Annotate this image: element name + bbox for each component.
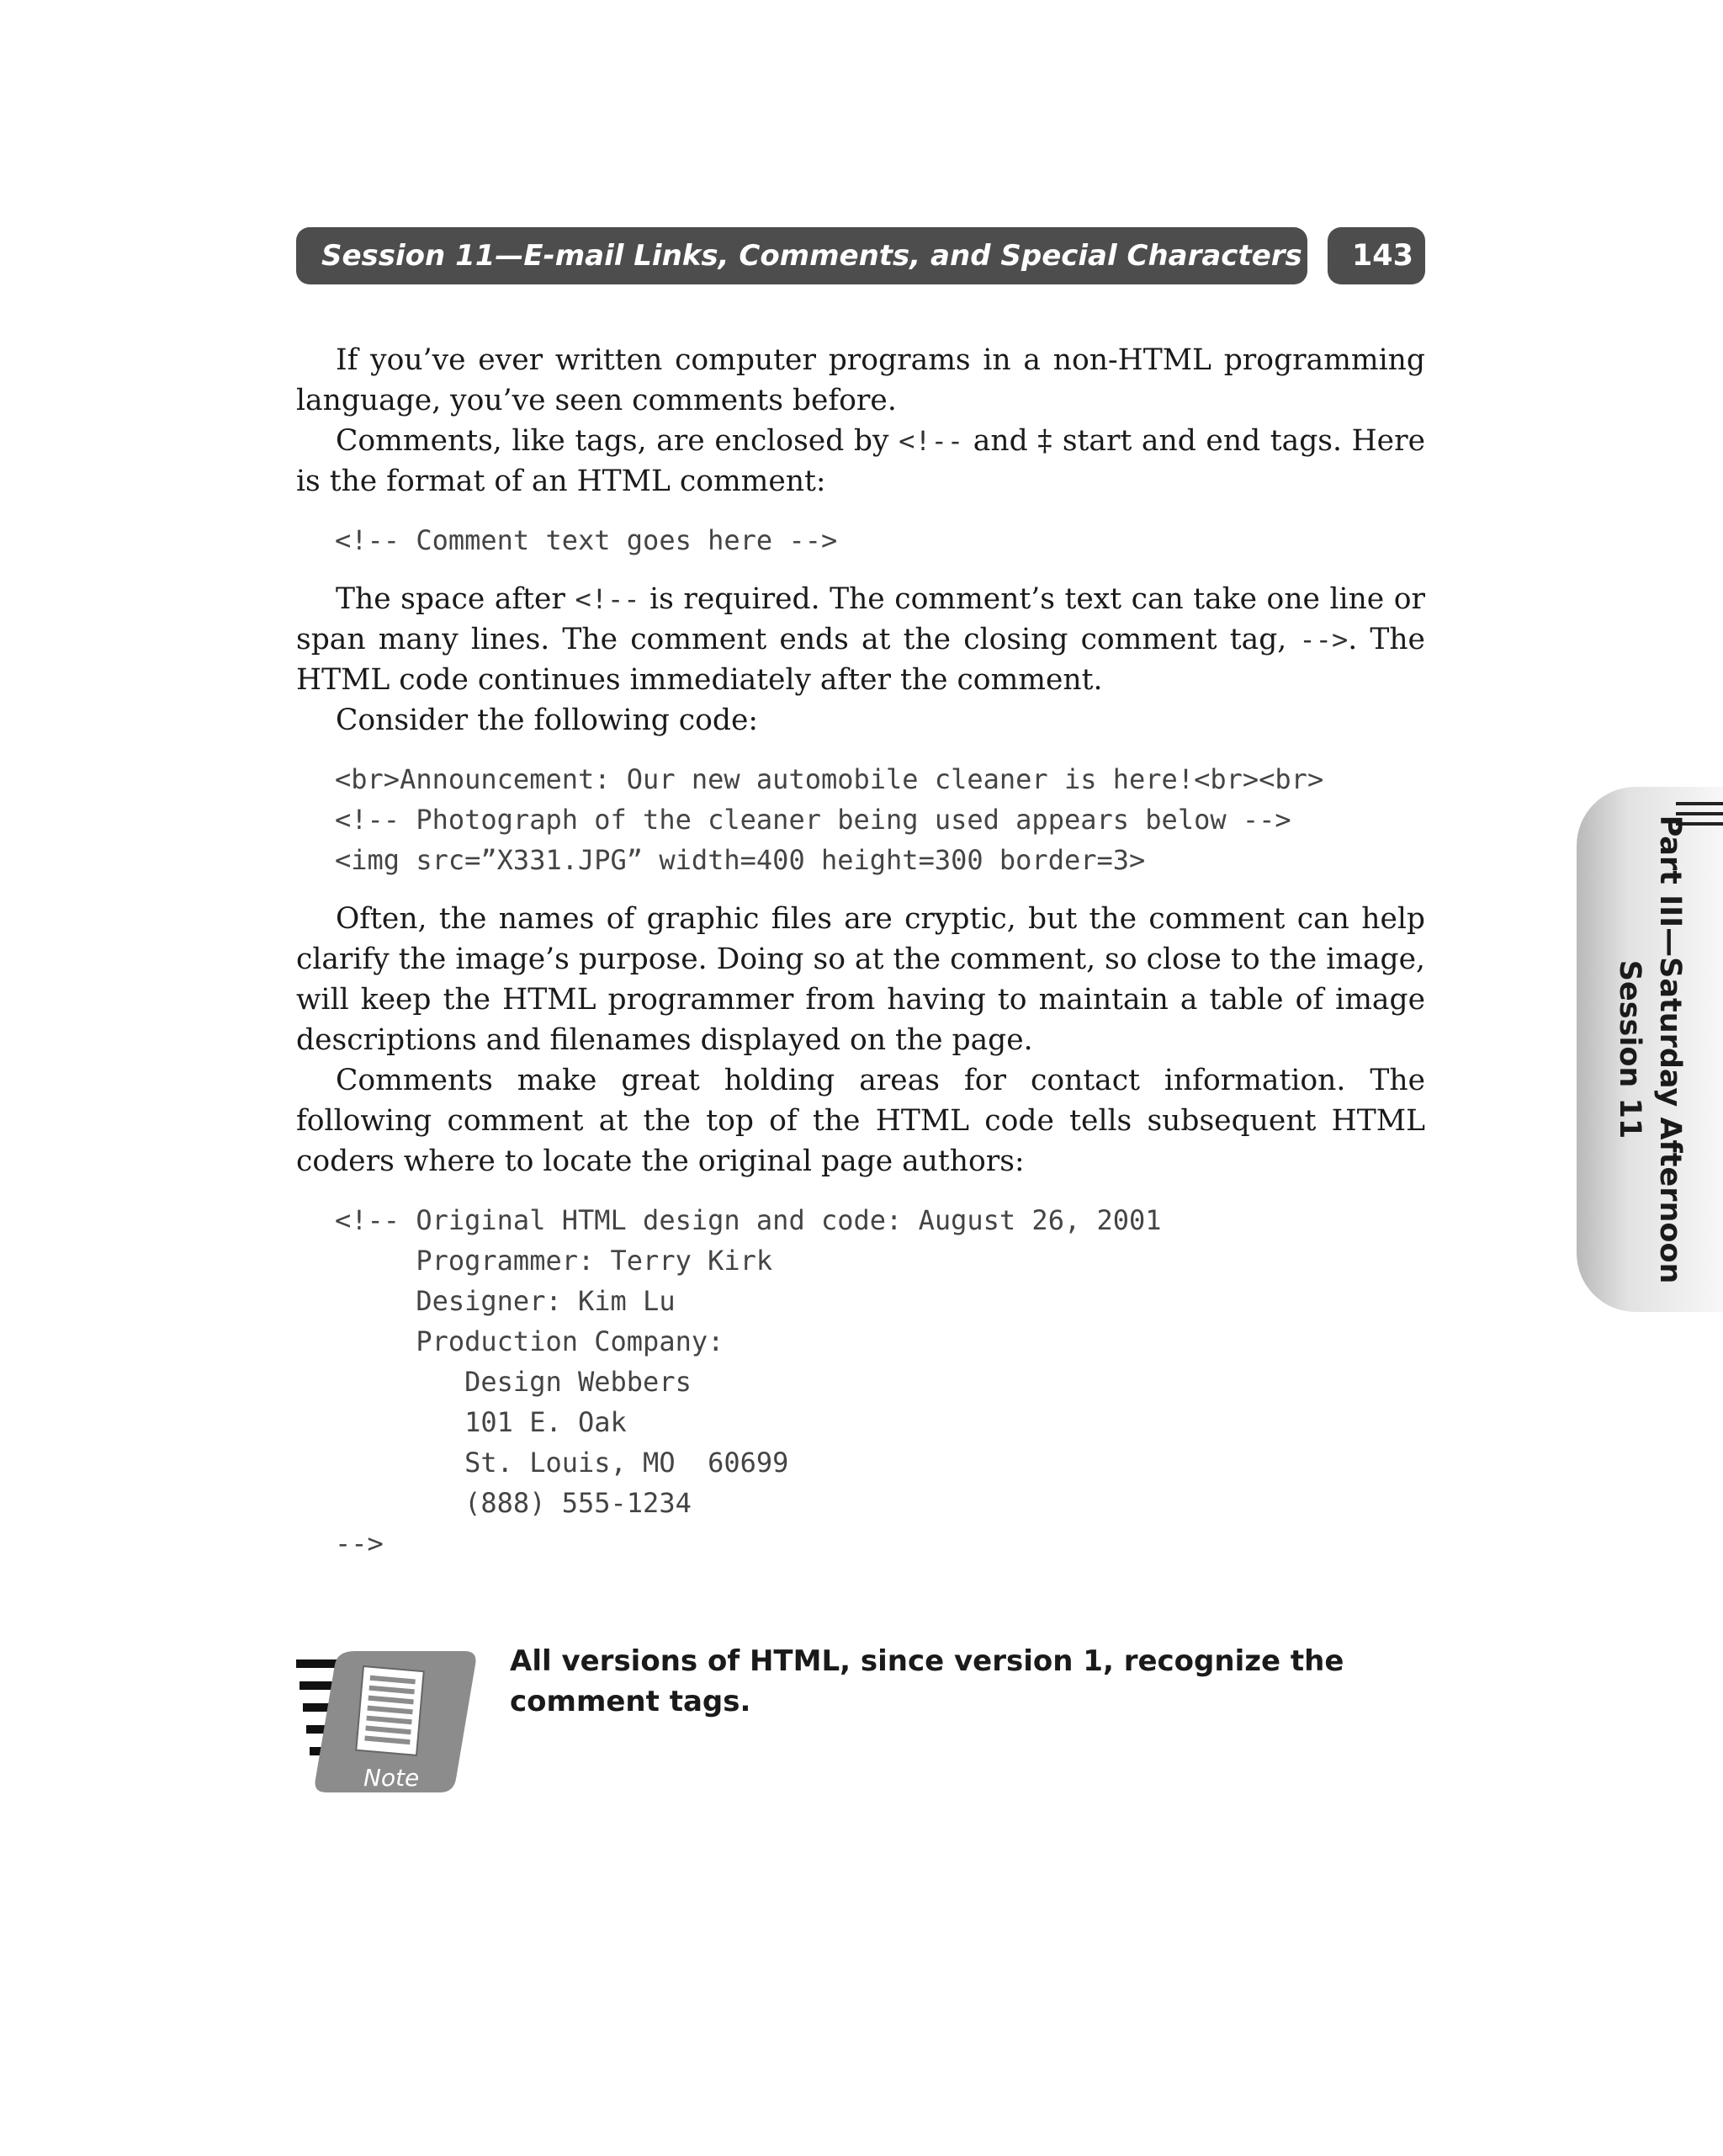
code-line: (888) 555-1234 [335, 1487, 692, 1519]
body-text [296, 340, 1425, 1582]
code-line: Production Company: [335, 1325, 724, 1357]
part-thumb-tab [1577, 787, 1723, 1312]
code-block [335, 759, 1425, 880]
code-line: 101 E. Oak [335, 1406, 627, 1438]
text-run: Comments, like tags, are enclosed by [336, 424, 899, 458]
note-icon [296, 1651, 481, 1794]
part-tab-line1: Part III—Saturday Afternoon [1653, 815, 1687, 1284]
page-number: 143 [1328, 227, 1425, 284]
code-line: <br>Announcement: Our new automobile cleaner is here!<br><br> [335, 763, 1324, 795]
running-header [296, 227, 1307, 284]
inline-code: <!-- [575, 583, 640, 615]
code-line: Programmer: Terry Kirk [335, 1245, 773, 1277]
code-line: <!-- Comment text goes here --> [335, 524, 838, 556]
paragraph: Comments make great holding areas for contact information. The following comment at the top of the HTML code tells subsequent HTML coders where to locate the original page authors: [296, 1064, 1425, 1178]
code-block [335, 520, 1425, 560]
text-run: is required. The comment’s text can take one line or span many lines. The comment ends at the closing comment tag, [296, 582, 1425, 656]
note-icon-label: Note [363, 1764, 420, 1792]
code-line: Designer: Kim Lu [335, 1285, 676, 1317]
code-line: --> [335, 1527, 384, 1559]
running-header-title: Session 11—E-mail Links, Comments, and Special Characters [321, 239, 1302, 273]
text-run: . The HTML code continues immediately after the comment. [296, 623, 1425, 697]
paragraph: If you’ve ever written computer programs in a non-HTML programming language, you’ve seen comments before. [296, 343, 1425, 417]
code-line: <!-- Original HTML design and code: August 26, 2001 [335, 1204, 1162, 1236]
code-line: <!-- Photograph of the cleaner being used appears below --> [335, 804, 1291, 836]
text-run: and ‡ start and end tags. Here is the format of an HTML comment: [296, 424, 1425, 498]
part-tab-label [1609, 814, 1690, 1285]
inline-code: --> [1299, 624, 1349, 656]
paragraph: Often, the names of graphic files are cryptic, but the comment can help clarify the image’s purpose. Doing so at the comment, so close to the image, will keep the HTML programmer from having to maintain a table of image descriptions and filenames displayed on the page. [296, 902, 1425, 1057]
code-block [335, 1200, 1425, 1564]
inline-code: <!-- [899, 425, 964, 457]
part-tab-line2: Session 11 [1613, 959, 1646, 1139]
text-run: The space after [336, 582, 575, 616]
paragraph: Consider the following code: [336, 704, 758, 737]
code-line: Design Webbers [335, 1366, 692, 1398]
code-line: St. Louis, MO 60699 [335, 1447, 789, 1479]
paragraph [296, 579, 1425, 700]
code-line: <img src=”X331.JPG” width=400 height=300 border=3> [335, 844, 1146, 876]
note-text: All versions of HTML, since version 1, recognize the comment tags. [510, 1644, 1344, 1718]
paragraph [296, 421, 1425, 502]
